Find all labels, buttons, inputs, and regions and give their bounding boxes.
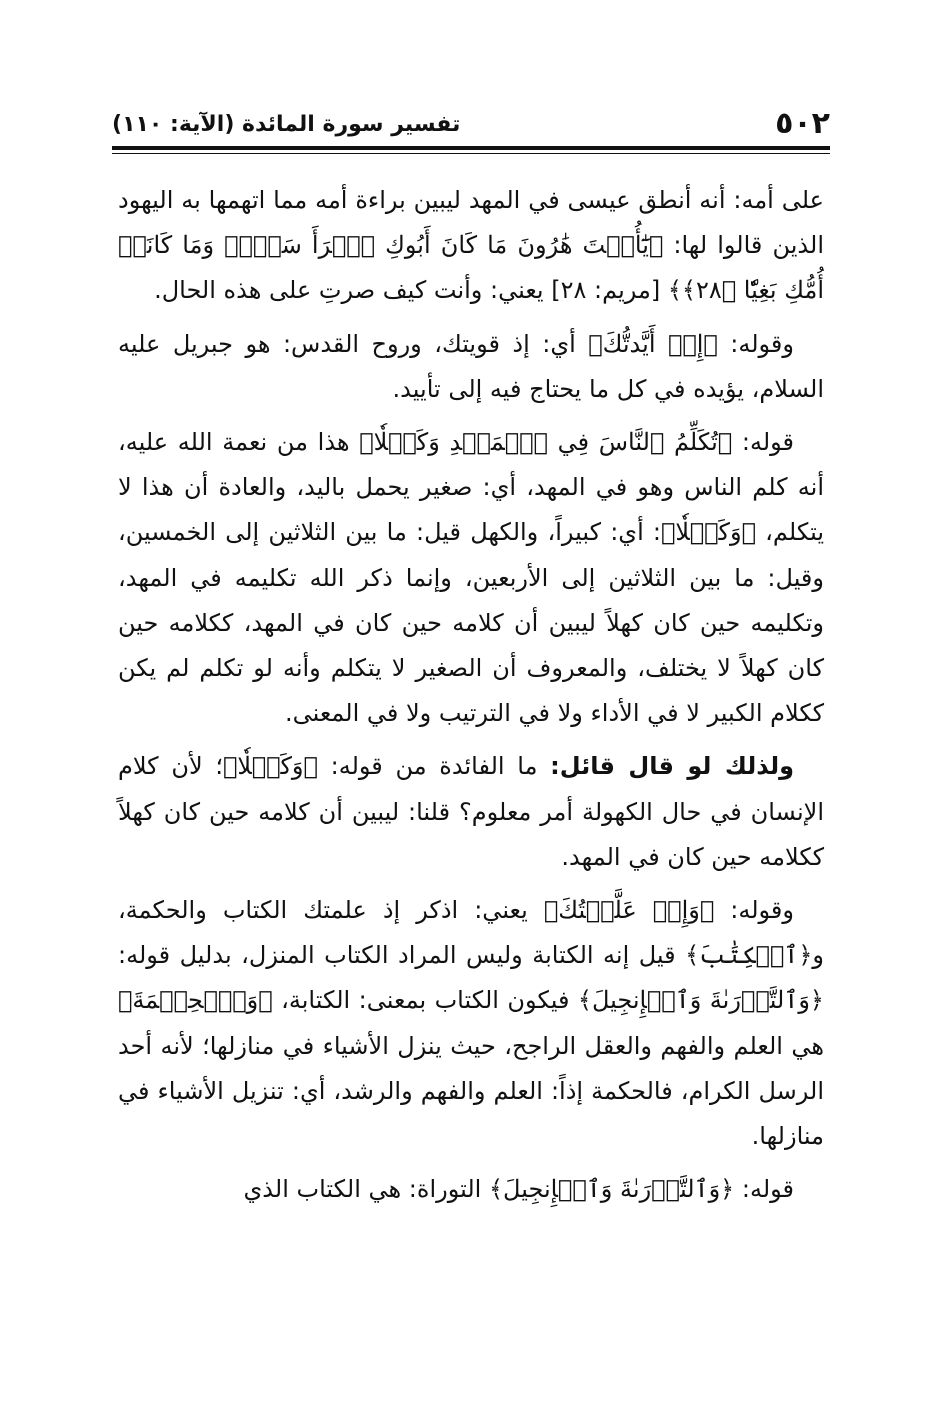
paragraph	[118, 178, 824, 314]
text-segment: وقوله:	[717, 329, 794, 358]
text-segment: : أي: كبيراً، والكهل قيل: ما بين الثلاثين إلى الخمسين، وقيل: ما بين الثلاثين إلى الأربعين، وإنما ذكر الله تكليمه في المهد، وتكليمه حين كان كهلاً ليبين أن كلامه حين كان في المهد، ككلامه حين كان كهلاً لا يختلف، والمعروف أن الصغير لا يتكلم وأنه لو تكلم لم يكن ككلام الكبير لا في الأداء ولا في الترتيب ولا في المعنى.	[118, 518, 824, 728]
paragraph	[118, 322, 824, 412]
text-segment: [مريم: ٢٨] يعني: وأنت كيف صرتِ على هذه الحال.	[154, 276, 668, 305]
quran-quote: ﴿إِذۡ أَيَّدتُّكَ﴾	[588, 329, 718, 358]
quran-quote: ﴿وَكَهۡلٗا﴾	[661, 518, 756, 547]
quran-quote: ﴿وَٱلتَّوۡرَىٰةَ وَٱلۡإِنجِيلَ﴾	[488, 1175, 735, 1204]
quran-quote: ﴿وَٱلۡحِكۡمَةَ﴾	[118, 986, 273, 1015]
page-header	[112, 100, 830, 144]
text-segment: أي: إذ قويتك، وروح القدس: هو جبريل عليه السلام، يؤيده في كل ما يحتاج فيه إلى تأييد.	[118, 329, 824, 403]
text-segment: قوله:	[732, 428, 794, 457]
text-segment: هي العلم والفهم والعقل الراجح، حيث ينزل الأشياء في منازلها؛ لأنه أحد الرسل الكرام، فالحكمة إذاً: العلم والفهم والرشد، أي: تنزيل الأشياء في منازلها.	[118, 1031, 824, 1151]
text-segment: فيكون الكتاب بمعنى: الكتابة،	[272, 986, 578, 1015]
paragraph	[118, 888, 824, 1159]
quran-quote: ﴿وَإِذۡ عَلَّمۡتُكَ﴾	[543, 896, 715, 925]
quran-quote: ﴿يَٰٓأُخۡتَ هَٰرُونَ مَا كَانَ أَبُوكِ ٱمۡرَأَ سَوۡءٖ وَمَا كَانَتۡ أُمُّكِ بَغِيّٗا ﴿٢٨﴾﴾	[118, 231, 824, 305]
text-segment: على أمه: أنه أنطق عيسى في المهد ليبين براءة أمه مما اتهمها به اليهود الذين قالوا لها:	[118, 186, 824, 260]
paragraph	[118, 744, 824, 880]
text-segment: قوله:	[734, 1175, 794, 1204]
text-segment: ؛ لأن كلام الإنسان في حال الكهولة أمر معلوم؟ قلنا: ليبين أن كلامه حين كان كهلاً ككلامه حين كان في المهد.	[118, 752, 824, 871]
text-segment: التوراة: هي الكتاب الذي	[243, 1175, 489, 1204]
text-segment: قيل إنه الكتابة وليس المراد الكتاب المنزل، بدليل قوله:	[118, 941, 686, 970]
page-number: ٥٠٢	[775, 106, 830, 141]
quran-quote: ﴿وَٱلتَّوۡرَىٰةَ وَٱلۡإِنجِيلَ﴾	[577, 986, 824, 1015]
running-title: تفسير سورة المائدة (الآية: ١١٠)	[112, 112, 461, 137]
header-rule-thick	[112, 146, 830, 150]
quran-quote: ﴿وَكَهۡلٗا﴾	[222, 752, 318, 781]
bold-phrase: ولذلك لو قال قائل:	[550, 752, 794, 781]
quran-quote: ﴿ٱلۡكِتَٰبَ﴾	[685, 941, 813, 970]
paragraph	[118, 1167, 824, 1212]
text-segment: يعني: اذكر إذ علمتك الكتاب والحكمة، و	[118, 896, 824, 970]
text-segment: وقوله:	[714, 896, 794, 925]
page-body	[118, 178, 824, 1220]
quran-quote: ﴿تُكَلِّمُ ٱلنَّاسَ فِي ٱلۡمَهۡدِ وَكَهۡلٗا﴾	[359, 428, 733, 457]
paragraph	[118, 420, 824, 736]
header-rule-thin	[112, 153, 830, 154]
text-segment: ما الفائدة من قوله:	[317, 752, 551, 781]
text-segment: هذا من نعمة الله عليه، أنه كلم الناس وهو في المهد، أي: صغير يحمل باليد، والعادة أن هذا لا يتكلم،	[118, 428, 825, 547]
